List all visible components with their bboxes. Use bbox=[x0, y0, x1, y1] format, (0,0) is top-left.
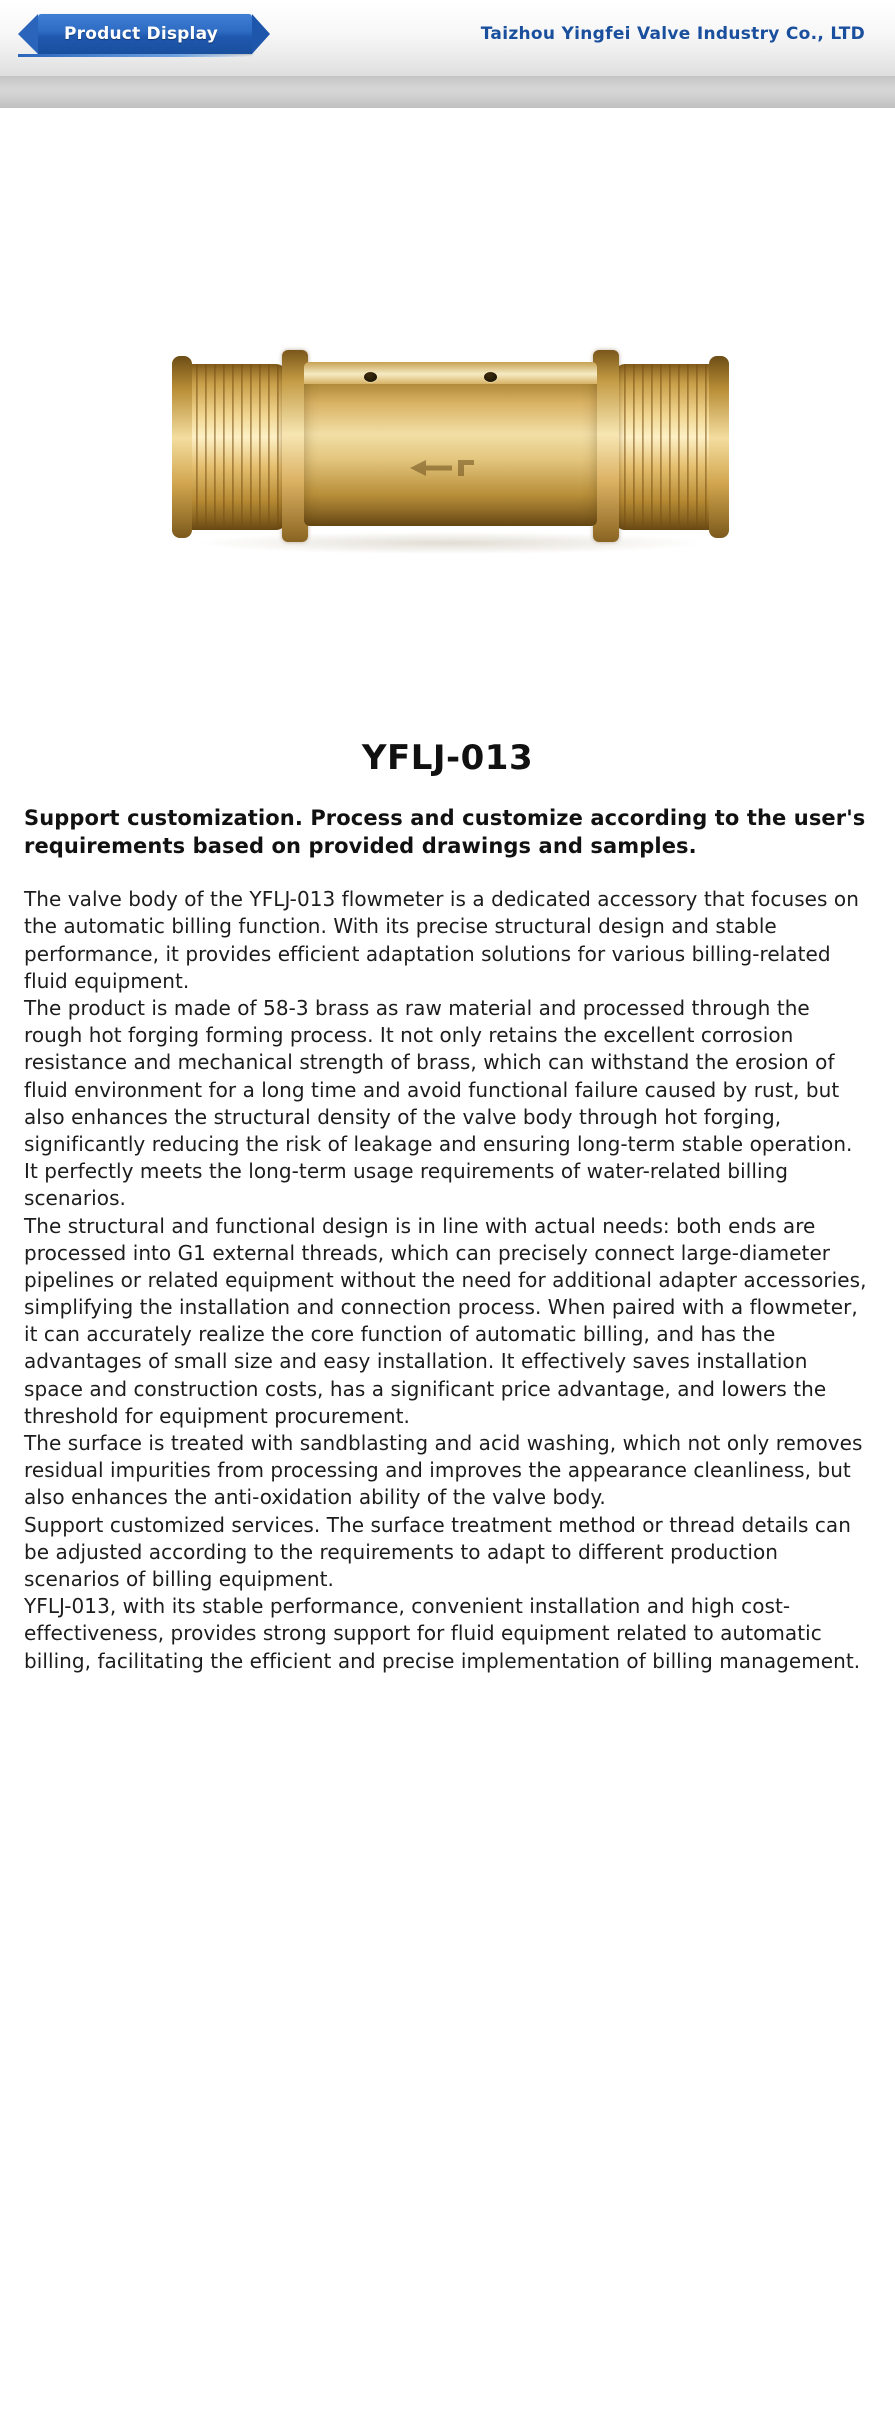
description-paragraph-2: The product is made of 58-3 brass as raw material and processed through the rough hot forging forming process. It not only retains the excellent corrosion resistance and mechanical strength of brass, which can withstand the erosion of fluid environment for a long time and avoid functional failure caused by rust, but also enhances the structural density of the valve body through hot forging, significantly reducing the risk of leakage and ensuring long-term stable operation. It perfectly meets the long-term usage requirements of water-related billing scenarios. bbox=[24, 996, 853, 1211]
sensor-port-hole-icon bbox=[364, 372, 377, 382]
company-name: Taizhou Yingfei Valve Industry Co., LTD bbox=[480, 24, 865, 44]
description-paragraph-5: Support customized services. The surface treatment method or thread details can be adjusted according to the requirements to adapt to different production scenarios of billing equipment. bbox=[24, 1512, 851, 1591]
description-paragraph-6: YFLJ-013, with its stable performance, convenient installation and high cost-effectiveness, provides strong support for fluid equipment related to automatic billing, facilitating the efficient and precise implementation of billing management. bbox=[24, 1594, 861, 1673]
valve-top-face bbox=[304, 362, 597, 384]
description-paragraph-1: The valve body of the YFLJ-013 flowmeter is a dedicated accessory that focuses on the automatic billing function. With its precise structural design and stable performance, it provides efficient adaptation solutions for various billing-related fluid equipment. bbox=[24, 887, 859, 993]
thread-end-right-icon bbox=[615, 364, 723, 530]
thread-end-left-icon bbox=[178, 364, 286, 530]
product-description-section bbox=[0, 738, 895, 1715]
header-bar bbox=[0, 0, 895, 76]
description-paragraph-3: The structural and functional design is in line with actual needs: both ends are processed into G1 external threads, which can precisely connect large-diameter pipelines or related equipment without the need for additional adapter accessories, simplifying the installation and connection process. When paired with a flowmeter, it can accurately realize the core function of automatic billing, and has the advantages of small size and easy installation. It effectively saves installation space and construction costs, has a significant price advantage, and lowers the threshold for equipment procurement. bbox=[24, 1213, 867, 1428]
flow-direction-arrow-icon bbox=[408, 456, 478, 480]
ribbon-label: Product Display bbox=[64, 24, 218, 44]
product-shadow bbox=[200, 532, 700, 554]
thread-cap-left-icon bbox=[172, 356, 192, 538]
ribbon-underline bbox=[18, 54, 248, 57]
thread-cap-right-icon bbox=[709, 356, 729, 538]
sensor-port-hole-icon bbox=[484, 372, 497, 382]
product-title: YFLJ-013 bbox=[361, 738, 534, 778]
product-image-area bbox=[0, 108, 895, 738]
product-display-ribbon bbox=[38, 14, 252, 54]
header-shadow bbox=[0, 76, 895, 90]
valve-center-body bbox=[304, 368, 597, 526]
customization-lead-text: Support customization. Process and customize according to the user's requirements based on provided drawings and samples. bbox=[24, 806, 866, 859]
product-photo-valve-body bbox=[178, 346, 723, 546]
description-paragraph-4: The surface is treated with sandblasting and acid washing, which not only removes residual impurities from processing and improves the appearance cleanliness, but also enhances the anti-oxidation ability of the valve body. bbox=[24, 1431, 863, 1510]
page-header bbox=[0, 0, 895, 108]
